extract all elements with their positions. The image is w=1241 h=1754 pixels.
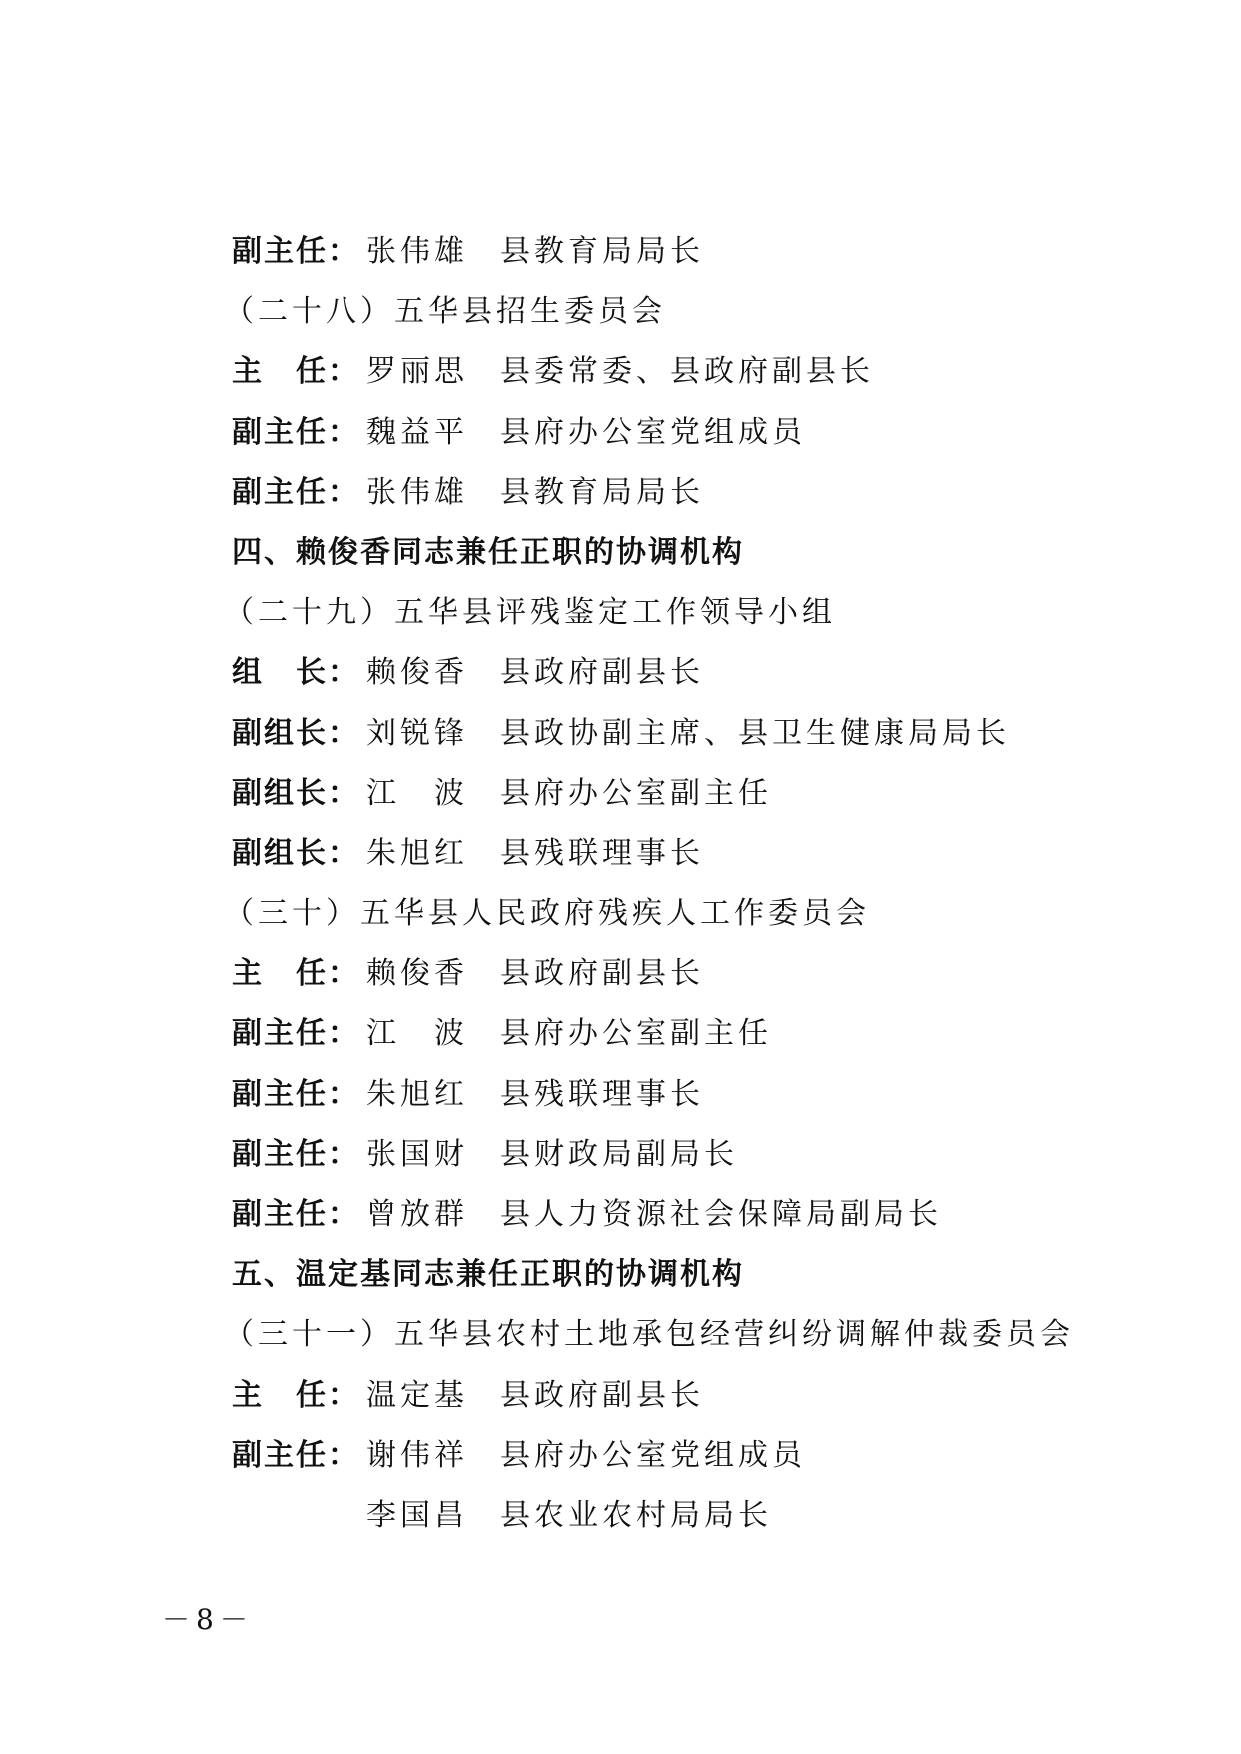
committee-title: （二十九）五华县评残鉴定工作领导小组 <box>224 595 836 631</box>
member-role: 组 长： <box>232 655 360 691</box>
member-duty: 县委常委、县政府副县长 <box>500 354 874 390</box>
member-duty: 县政协副主席、县卫生健康局局长 <box>500 715 1010 751</box>
member-duty: 县府办公室副主任 <box>500 1016 772 1052</box>
member-role: 副组长： <box>232 715 360 751</box>
member-role: 主 任： <box>232 1377 360 1413</box>
member-name: 谢伟祥 <box>366 1437 468 1473</box>
member-name: 罗丽思 <box>366 354 468 390</box>
member-line <box>232 222 1132 282</box>
member-line <box>232 944 1132 1004</box>
member-duty: 县残联理事长 <box>500 1076 704 1112</box>
member-role: 主 任： <box>232 354 360 390</box>
member-name: 朱旭红 <box>366 835 468 871</box>
member-name: 张伟雄 <box>366 474 468 510</box>
member-line <box>232 643 1132 703</box>
member-name: 江 波 <box>366 775 468 811</box>
member-role: 副组长： <box>232 835 360 871</box>
member-line <box>232 1004 1132 1064</box>
member-role: 副主任： <box>232 414 360 450</box>
member-name: 张伟雄 <box>366 234 468 269</box>
member-name: 朱旭红 <box>366 1076 468 1112</box>
member-role: 主 任： <box>232 956 360 992</box>
member-role: 副主任： <box>232 1437 360 1473</box>
committee-title: （二十八）五华县招生委员会 <box>224 294 666 330</box>
member-role: 副组长： <box>232 775 360 811</box>
member-line <box>232 764 1132 824</box>
member-line <box>232 403 1132 463</box>
member-line <box>232 1185 1132 1245</box>
section-heading: 五、温定基同志兼任正职的协调机构 <box>232 1257 744 1293</box>
member-duty: 县人力资源社会保障局副局长 <box>500 1197 942 1232</box>
member-line <box>232 1486 1132 1546</box>
member-duty: 县教育局局长 <box>500 474 704 510</box>
member-name: 李国昌 <box>366 1497 468 1533</box>
member-line <box>232 1125 1132 1185</box>
member-line <box>232 1065 1132 1125</box>
member-name: 江 波 <box>366 1016 468 1052</box>
member-duty: 县教育局局长 <box>500 234 704 269</box>
member-name: 张国财 <box>366 1136 468 1172</box>
member-line <box>232 1366 1132 1426</box>
member-duty: 县府办公室党组成员 <box>500 1437 806 1473</box>
member-line <box>232 1426 1132 1486</box>
member-name: 曾放群 <box>366 1197 468 1232</box>
member-line <box>232 704 1132 764</box>
committee-title: （三十）五华县人民政府残疾人工作委员会 <box>224 896 870 932</box>
member-role: 副主任： <box>232 1016 360 1052</box>
member-name: 赖俊香 <box>366 956 468 992</box>
section-heading: 四、赖俊香同志兼任正职的协调机构 <box>232 534 744 570</box>
member-line <box>232 342 1132 402</box>
member-line <box>232 824 1132 884</box>
member-name: 刘锐锋 <box>366 715 468 751</box>
member-duty: 县政府副县长 <box>500 1377 704 1413</box>
member-duty: 县政府副县长 <box>500 956 704 992</box>
member-duty: 县财政局副局长 <box>500 1136 738 1172</box>
member-line <box>232 463 1132 523</box>
member-role: 副主任： <box>232 1136 360 1172</box>
member-name: 温定基 <box>366 1377 468 1413</box>
member-duty: 县残联理事长 <box>500 835 704 871</box>
member-duty: 县政府副县长 <box>500 655 704 691</box>
page-number: －8－ <box>162 1603 254 1636</box>
member-role: 副主任： <box>232 234 360 269</box>
document-body <box>224 222 1132 1546</box>
member-name: 魏益平 <box>366 414 468 450</box>
member-duty: 县府办公室副主任 <box>500 775 772 811</box>
member-role: 副主任： <box>232 474 360 510</box>
member-name: 赖俊香 <box>366 655 468 691</box>
member-role: 副主任： <box>232 1076 360 1112</box>
member-duty: 县府办公室党组成员 <box>500 414 806 450</box>
committee-title: （三十一）五华县农村土地承包经营纠纷调解仲裁委员会 <box>224 1317 1074 1353</box>
member-duty: 县农业农村局局长 <box>500 1497 772 1533</box>
member-role: 副主任： <box>232 1197 360 1232</box>
